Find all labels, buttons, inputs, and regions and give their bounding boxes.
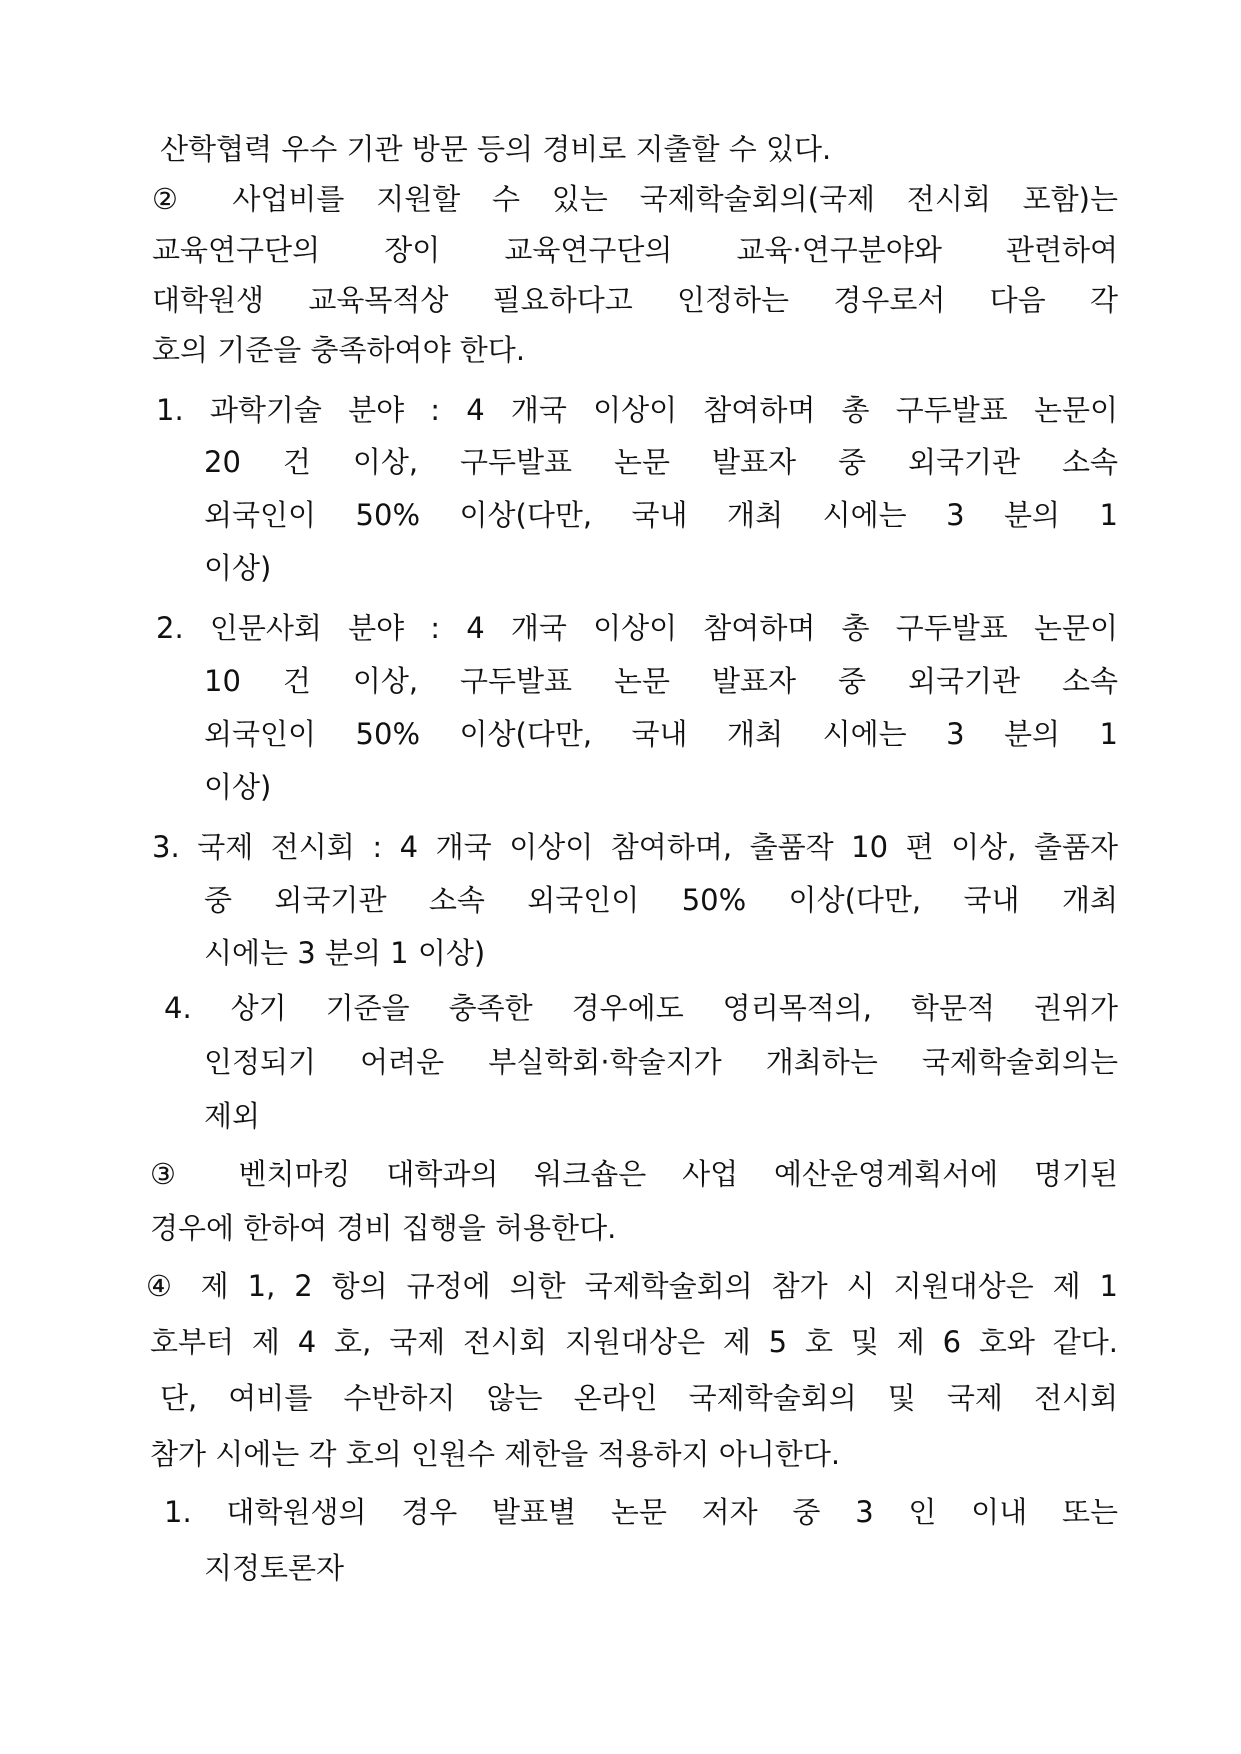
list-item-3-line-2: 중 외국기관 소속 외국인이 50% 이상(다만, 국내 개최 bbox=[204, 883, 1118, 917]
text-line-22: ④ 제 1, 2 항의 규정에 의한 국제학술회의 참가 시 지원대상은 제 1 bbox=[146, 1269, 1118, 1303]
list-item-2-line-2: 10 건 이상, 구두발표 논문 발표자 중 외국기관 소속 bbox=[204, 664, 1118, 698]
text-line-5: 호의 기준을 충족하여야 한다. bbox=[152, 333, 526, 367]
text-line-21: 경우에 한하여 경비 집행을 허용한다. bbox=[150, 1211, 617, 1245]
text-line-25: 참가 시에는 각 호의 인원수 제한을 적용하지 아니한다. bbox=[150, 1437, 841, 1471]
list-item-5-line-2: 지정토론자 bbox=[204, 1551, 345, 1585]
list-item-3-line-3: 시에는 3 분의 1 이상) bbox=[204, 936, 486, 970]
list-item-2-line-4: 이상) bbox=[204, 770, 272, 804]
list-item-1-line-1: 1. 과학기술 분야 : 4 개국 이상이 참여하며 총 구두발표 논문이 bbox=[156, 393, 1118, 427]
text-line-4: 대학원생 교육목적상 필요하다고 인정하는 경우로서 다음 각 bbox=[152, 283, 1118, 317]
list-item-5-line-1: 1. 대학원생의 경우 발표별 논문 저자 중 3 인 이내 또는 bbox=[164, 1495, 1118, 1529]
list-item-4-line-2: 인정되기 어려운 부실학회·학술지가 개최하는 국제학술회의는 bbox=[204, 1045, 1118, 1079]
list-item-1-line-3: 외국인이 50% 이상(다만, 국내 개최 시에는 3 분의 1 bbox=[204, 498, 1118, 532]
list-item-1-line-4: 이상) bbox=[204, 551, 272, 585]
list-item-2-line-1: 2. 인문사회 분야 : 4 개국 이상이 참여하며 총 구두발표 논문이 bbox=[156, 611, 1118, 645]
list-item-3-line-1: 3. 국제 전시회 : 4 개국 이상이 참여하며, 출품작 10 편 이상, 출품자 bbox=[152, 830, 1118, 864]
text-line-1: 산학협력 우수 기관 방문 등의 경비로 지출할 수 있다. bbox=[160, 132, 832, 166]
text-line-3: 교육연구단의 장이 교육연구단의 교육·연구분야와 관련하여 bbox=[152, 233, 1118, 267]
text-line-24: 단, 여비를 수반하지 않는 온라인 국제학술회의 및 국제 전시회 bbox=[160, 1381, 1118, 1415]
list-item-4-line-3: 제외 bbox=[204, 1099, 261, 1133]
text-line-23: 호부터 제 4 호, 국제 전시회 지원대상은 제 5 호 및 제 6 호와 같다. bbox=[150, 1325, 1118, 1359]
list-item-1-line-2: 20 건 이상, 구두발표 논문 발표자 중 외국기관 소속 bbox=[204, 445, 1118, 479]
text-line-20: ③ 벤치마킹 대학과의 워크숍은 사업 예산운영계획서에 명기된 bbox=[150, 1157, 1118, 1191]
list-item-4-line-1: 4. 상기 기준을 충족한 경우에도 영리목적의, 학문적 권위가 bbox=[164, 991, 1118, 1025]
list-item-2-line-3: 외국인이 50% 이상(다만, 국내 개최 시에는 3 분의 1 bbox=[204, 717, 1118, 751]
text-line-2: ② 사업비를 지원할 수 있는 국제학술회의(국제 전시회 포함)는 bbox=[152, 182, 1118, 216]
